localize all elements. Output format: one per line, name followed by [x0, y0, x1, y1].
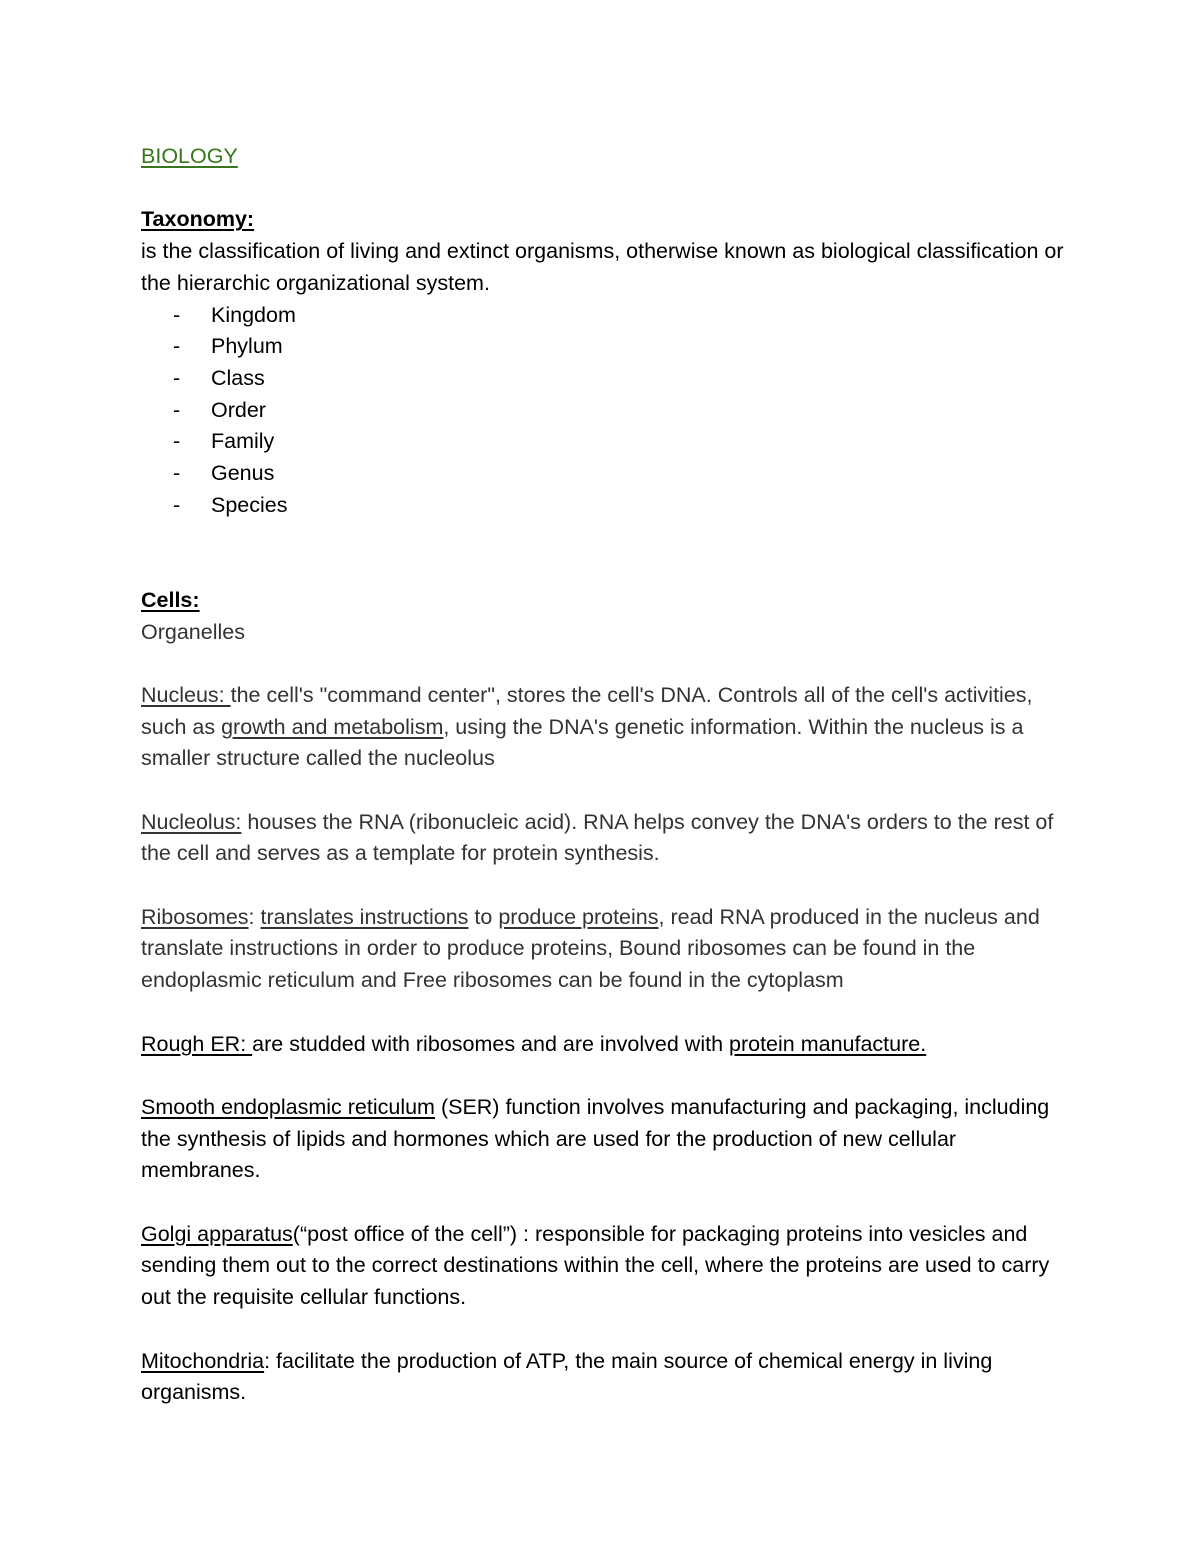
nucleolus-text: houses the RNA (ribonucleic acid). RNA helps convey the DNA's orders to the rest of the cell and serves as a template for protein synthesis.: [141, 809, 1054, 866]
nucleus-underlined-phrase: growth and metabolism: [221, 714, 444, 739]
rank-label: Genus: [211, 461, 275, 486]
spacer: [141, 775, 1070, 807]
ribosomes-connector: to: [468, 904, 499, 929]
smooth-er-term: Smooth endoplasmic reticulum: [141, 1094, 435, 1119]
taxonomy-heading: Taxonomy:: [141, 207, 255, 232]
mitochondria-term: Mitochondria: [141, 1348, 265, 1373]
dash-bullet: -: [173, 334, 181, 359]
nucleus-paragraph: [141, 680, 1070, 775]
document-title: BIOLOGY: [141, 144, 238, 168]
dash-bullet: -: [173, 492, 181, 517]
rank-item-species: [141, 490, 1070, 522]
mitochondria-text: : facilitate the production of ATP, the main source of chemical energy in living organisms.: [141, 1348, 993, 1405]
ribosomes-text: , read RNA produced in the nucleus and translate instructions in order to produce proteins, Bound ribosomes can be found in the endoplasmic reticulum and Free ribosomes can be found in the cytoplasm: [141, 904, 1040, 993]
rank-label: Species: [211, 492, 288, 517]
spacer: [141, 553, 1070, 585]
golgi-text: (“post office of the cell”) : responsible for packaging proteins into vesicles and sending them out to the correct destinations within the cell, where the proteins are used to carry out the requisite cellular functions.: [141, 1221, 1050, 1310]
rank-item-order: [141, 395, 1070, 427]
rough-er-text: are studded with ribosomes and are involved with: [252, 1031, 729, 1056]
rank-item-class: [141, 363, 1070, 395]
rank-label: Phylum: [211, 334, 283, 359]
taxonomy-rank-list: [141, 300, 1070, 522]
nucleolus-term: Nucleolus:: [141, 809, 242, 834]
rank-label: Family: [211, 429, 275, 454]
smooth-er-paragraph: [141, 1092, 1070, 1187]
nucleolus-paragraph: [141, 807, 1070, 870]
spacer: [141, 648, 1070, 680]
rank-item-kingdom: [141, 300, 1070, 332]
spacer: [141, 521, 1070, 553]
smooth-er-text: (SER) function involves manufacturing and packaging, including the synthesis of lipids and hormones which are used for the production of new cellular membranes.: [141, 1094, 1050, 1183]
ribosomes-underlined-phrase-2: produce proteins: [498, 904, 659, 929]
nucleus-text: the cell's "command center", stores the cell's DNA. Controls all of the cell's activities, such as: [141, 682, 1033, 739]
ribosomes-underlined-phrase-1: translates instructions: [260, 904, 469, 929]
dash-bullet: -: [173, 397, 181, 422]
rank-label: Kingdom: [211, 302, 296, 327]
taxonomy-section: [141, 204, 1070, 521]
spacer: [141, 870, 1070, 902]
rank-item-phylum: [141, 331, 1070, 363]
rough-er-underlined-phrase: protein manufacture.: [729, 1031, 927, 1056]
rough-er-paragraph: [141, 1029, 1070, 1061]
golgi-paragraph: [141, 1219, 1070, 1314]
spacer: [141, 173, 1070, 205]
rank-item-genus: [141, 458, 1070, 490]
taxonomy-definition: is the classification of living and extinct organisms, otherwise known as biological classification or the hierarchic organizational system.: [141, 239, 1064, 295]
nucleus-term: Nucleus:: [141, 682, 231, 707]
rank-item-family: [141, 426, 1070, 458]
golgi-term: Golgi apparatus: [141, 1221, 293, 1246]
ribosomes-term: Ribosomes: [141, 904, 249, 929]
dash-bullet: -: [173, 429, 181, 454]
rough-er-term: Rough ER:: [141, 1031, 253, 1056]
spacer: [141, 1314, 1070, 1346]
nucleus-text-continued: , using the DNA's genetic information. Within the nucleus is a smaller structure called the nucleolus: [141, 714, 1024, 771]
dash-bullet: -: [173, 461, 181, 486]
rank-label: Order: [211, 397, 266, 422]
ribosomes-paragraph: [141, 902, 1070, 997]
spacer: [141, 997, 1070, 1029]
rank-label: Class: [211, 365, 265, 390]
mitochondria-paragraph: [141, 1346, 1070, 1409]
cells-section: [141, 585, 1070, 648]
cells-subheading: Organelles: [141, 619, 245, 644]
dash-bullet: -: [173, 302, 181, 327]
ribosomes-colon: :: [248, 904, 261, 929]
spacer: [141, 1187, 1070, 1219]
cells-heading: Cells:: [141, 587, 200, 612]
dash-bullet: -: [173, 365, 181, 390]
spacer: [141, 1060, 1070, 1092]
